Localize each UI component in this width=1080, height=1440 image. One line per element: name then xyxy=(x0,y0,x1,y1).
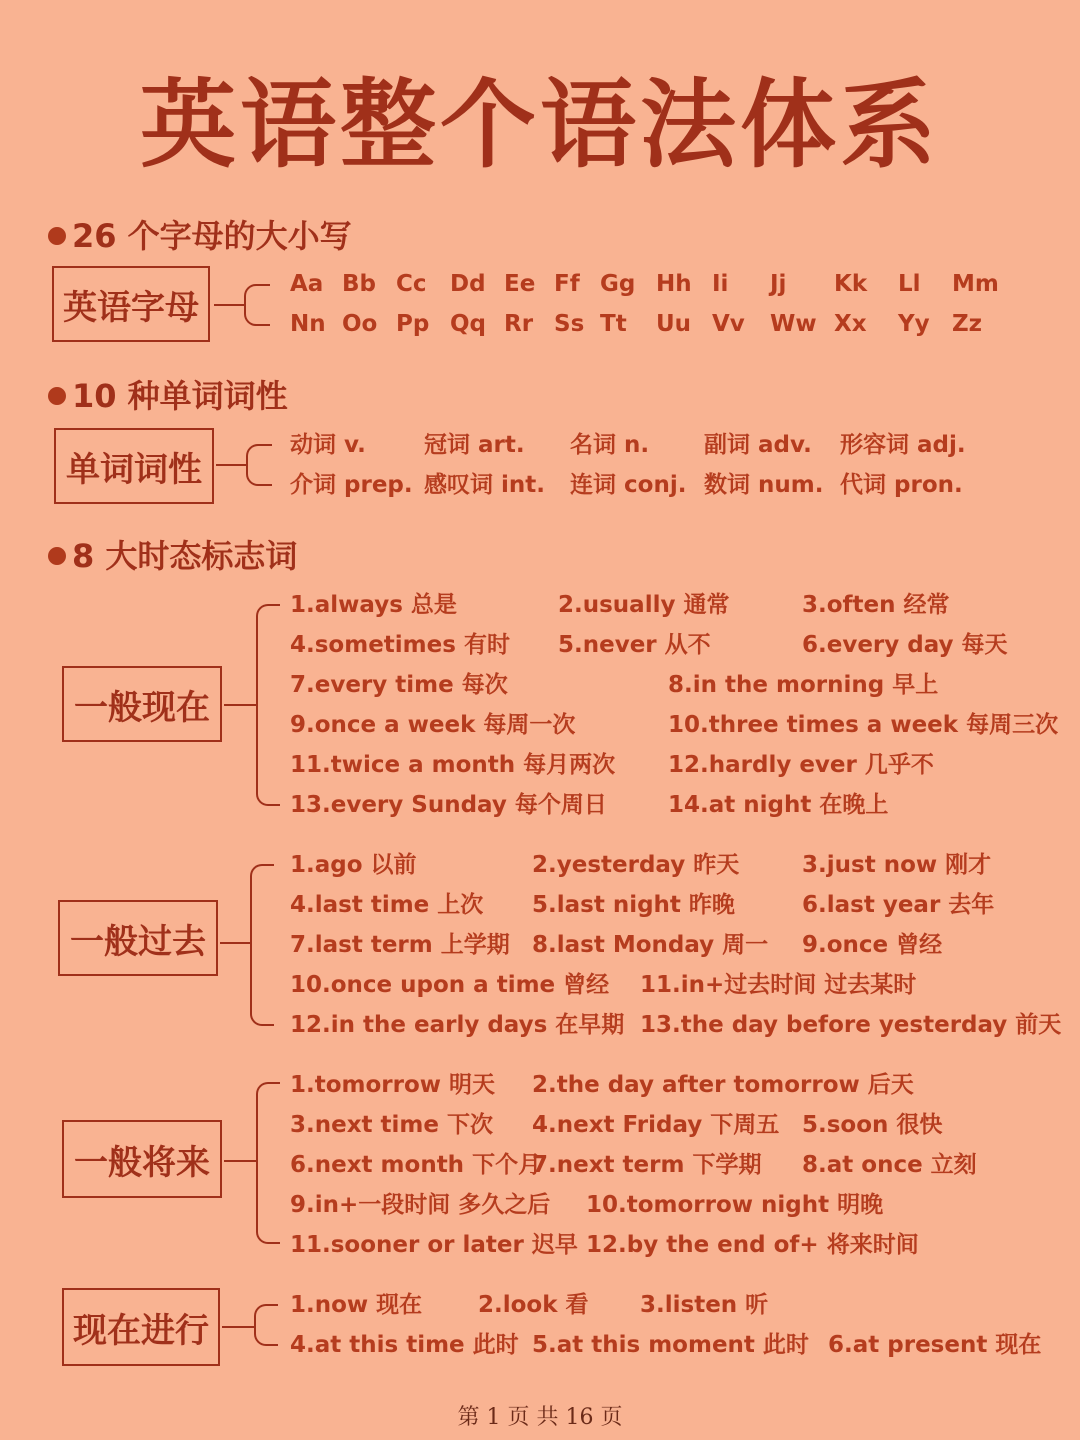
letter-item: Pp xyxy=(396,311,430,337)
letter-item: Vv xyxy=(712,311,745,337)
tense-marker-item: 13.the day before yesterday 前天 xyxy=(640,1012,1062,1038)
tense-marker-item: 6.at present 现在 xyxy=(828,1332,1042,1358)
letter-item: Oo xyxy=(342,311,378,337)
tense-marker-item: 11.twice a month 每月两次 xyxy=(290,752,616,778)
brace-tick xyxy=(214,304,244,306)
brace-tick xyxy=(224,1160,256,1162)
tense-marker-item: 3.next time 下次 xyxy=(290,1112,494,1138)
tense-marker-item: 10.three times a week 每周三次 xyxy=(668,712,1059,738)
progressive-box: 现在进行 xyxy=(62,1288,220,1366)
future-box: 一般将来 xyxy=(62,1120,222,1198)
pos-item: 副词 adv. xyxy=(704,432,812,458)
pos-item: 形容词 adj. xyxy=(840,432,966,458)
brace-tick xyxy=(216,464,246,466)
past-box: 一般过去 xyxy=(58,900,218,976)
tense-marker-item: 11.in+过去时间 过去某时 xyxy=(640,972,917,998)
letter-item: Xx xyxy=(834,311,867,337)
brace-icon xyxy=(250,864,274,1026)
tense-marker-item: 8.last Monday 周一 xyxy=(532,932,769,958)
section-heading-letters: 26 个字母的大小写 xyxy=(48,216,352,256)
bullet-dot-icon xyxy=(48,227,66,245)
tense-marker-item: 7.every time 每次 xyxy=(290,672,508,698)
letter-item: Ff xyxy=(554,271,580,297)
page-title: 英语整个语法体系 xyxy=(140,69,940,181)
brace-icon xyxy=(256,604,280,806)
bullet-dot-icon xyxy=(48,387,66,405)
tense-marker-item: 12.by the end of+ 将来时间 xyxy=(586,1232,919,1258)
brace-icon xyxy=(246,444,272,486)
pos-item: 代词 pron. xyxy=(840,472,963,498)
pos-box: 单词词性 xyxy=(54,428,214,504)
tense-marker-item: 9.in+一段时间 多久之后 xyxy=(290,1192,551,1218)
letter-item: Gg xyxy=(600,271,636,297)
tense-marker-item: 7.last term 上学期 xyxy=(290,932,510,958)
pos-item: 连词 conj. xyxy=(570,472,687,498)
tense-marker-item: 2.the day after tomorrow 后天 xyxy=(532,1072,914,1098)
tense-marker-item: 4.at this time 此时 xyxy=(290,1332,519,1358)
letter-item: Cc xyxy=(396,271,427,297)
tense-marker-item: 8.in the morning 早上 xyxy=(668,672,939,698)
letter-item: Ww xyxy=(770,311,817,337)
tense-marker-item: 1.now 现在 xyxy=(290,1292,423,1318)
tense-marker-item: 8.at once 立刻 xyxy=(802,1152,977,1178)
tense-marker-item: 2.usually 通常 xyxy=(558,592,730,618)
tense-marker-item: 5.never 从不 xyxy=(558,632,711,658)
pos-item: 介词 prep. xyxy=(290,472,413,498)
tense-marker-item: 1.tomorrow 明天 xyxy=(290,1072,496,1098)
letter-item: Aa xyxy=(290,271,324,297)
pos-item: 数词 num. xyxy=(704,472,824,498)
tense-marker-item: 4.sometimes 有时 xyxy=(290,632,510,658)
tense-marker-item: 4.next Friday 下周五 xyxy=(532,1112,780,1138)
tense-marker-item: 3.often 经常 xyxy=(802,592,950,618)
letter-item: Ss xyxy=(554,311,585,337)
tense-marker-item: 6.next month 下个月 xyxy=(290,1152,542,1178)
tense-marker-item: 9.once a week 每周一次 xyxy=(290,712,576,738)
tense-marker-item: 12.hardly ever 几乎不 xyxy=(668,752,934,778)
letter-item: Jj xyxy=(770,271,787,297)
tense-marker-item: 1.ago 以前 xyxy=(290,852,417,878)
tense-marker-item: 1.always 总是 xyxy=(290,592,457,618)
brace-tick xyxy=(222,1326,254,1328)
tense-marker-item: 5.soon 很快 xyxy=(802,1112,943,1138)
page-footer: 第 1 页 共 16 页 xyxy=(457,1405,623,1430)
tense-marker-item: 11.sooner or later 迟早 xyxy=(290,1232,578,1258)
tense-marker-item: 3.listen 听 xyxy=(640,1292,769,1318)
letter-item: Zz xyxy=(952,311,983,337)
letter-item: Rr xyxy=(504,311,534,337)
letter-item: Tt xyxy=(600,311,627,337)
letter-item: Bb xyxy=(342,271,376,297)
brace-tick xyxy=(224,704,256,706)
tense-marker-item: 14.at night 在晚上 xyxy=(668,792,889,818)
letter-item: Ee xyxy=(504,271,536,297)
brace-tick xyxy=(220,942,250,944)
section-heading-pos: 10 种单词词性 xyxy=(48,376,288,416)
tense-marker-item: 2.look 看 xyxy=(478,1292,589,1318)
tense-marker-item: 12.in the early days 在早期 xyxy=(290,1012,625,1038)
pos-item: 感叹词 int. xyxy=(424,472,545,498)
letter-item: Kk xyxy=(834,271,868,297)
tense-marker-item: 13.every Sunday 每个周日 xyxy=(290,792,607,818)
section-heading-tenses: 8 大时态标志词 xyxy=(48,536,297,576)
letter-item: Qq xyxy=(450,311,487,337)
letter-item: Mm xyxy=(952,271,999,297)
tense-marker-item: 10.tomorrow night 明晚 xyxy=(586,1192,884,1218)
letter-item: Yy xyxy=(898,311,930,337)
tense-marker-item: 4.last time 上次 xyxy=(290,892,484,918)
brace-icon xyxy=(244,284,270,326)
present-box: 一般现在 xyxy=(62,666,222,742)
pos-item: 冠词 art. xyxy=(424,432,525,458)
pos-item: 动词 v. xyxy=(290,432,366,458)
tense-marker-item: 6.last year 去年 xyxy=(802,892,995,918)
tense-marker-item: 2.yesterday 昨天 xyxy=(532,852,740,878)
letter-item: Ii xyxy=(712,271,729,297)
pos-item: 名词 n. xyxy=(570,432,650,458)
brace-icon xyxy=(254,1304,278,1346)
letter-item: Ll xyxy=(898,271,921,297)
tense-marker-item: 3.just now 刚才 xyxy=(802,852,992,878)
tense-marker-item: 10.once upon a time 曾经 xyxy=(290,972,610,998)
brace-icon xyxy=(256,1082,280,1244)
letter-item: Uu xyxy=(656,311,692,337)
bullet-dot-icon xyxy=(48,547,66,565)
letter-item: Nn xyxy=(290,311,326,337)
letter-item: Dd xyxy=(450,271,486,297)
tense-marker-item: 9.once 曾经 xyxy=(802,932,943,958)
tense-marker-item: 5.last night 昨晚 xyxy=(532,892,735,918)
tense-marker-item: 5.at this moment 此时 xyxy=(532,1332,809,1358)
tense-marker-item: 6.every day 每天 xyxy=(802,632,1008,658)
letter-item: Hh xyxy=(656,271,692,297)
tense-marker-item: 7.next term 下学期 xyxy=(532,1152,762,1178)
letters-box: 英语字母 xyxy=(52,266,210,342)
